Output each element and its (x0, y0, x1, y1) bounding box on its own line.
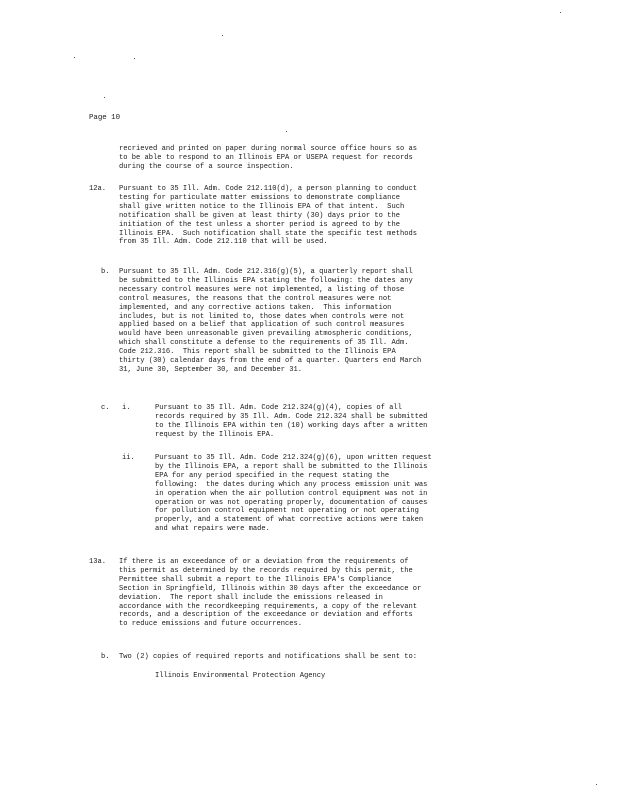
paragraph-line: be submitted to the Illinois EPA stating the following: the dates any (119, 276, 413, 285)
section-13b-marker: b. (101, 653, 110, 661)
paragraph-line: request by the Illinois EPA. (155, 430, 275, 439)
section-13b-paragraph (119, 653, 417, 662)
paragraph-line: deviation. The report shall include the emissions released in (119, 593, 383, 602)
paragraph-line: properly, and a statement of what corrective actions were taken (155, 516, 424, 525)
paragraph-line: applied based on a belief that application of such control measures (119, 321, 405, 330)
scan-speck (74, 57, 75, 58)
section-12c-i-marker: i. (122, 404, 131, 412)
paragraph-line: by the Illinois EPA, a report shall be submitted to the Illinois (155, 462, 428, 471)
paragraph-line: this permit as determined by the records required by this permit, the (119, 566, 413, 575)
paragraph-line: Two (2) copies of required reports and notifications shall be sent to: (119, 653, 417, 661)
paragraph-line: following: the dates during which any process emission unit was (155, 480, 428, 489)
scan-speck (560, 12, 561, 13)
scan-speck (286, 131, 287, 132)
page-number: Page 10 (89, 114, 121, 122)
section-12c-marker: c. (101, 404, 110, 412)
section-13a-paragraph (119, 558, 421, 629)
address-line: Illinois Environmental Protection Agency (155, 672, 326, 680)
paragraph-line: accordance with the recordkeeping requirements, a copy of the relevant (119, 602, 417, 611)
scan-speck (104, 97, 105, 98)
paragraph-line: records, and a description of the exceedance or deviation and efforts (119, 611, 413, 620)
paragraph-line: in operation when the air pollution control equipment was not in (155, 489, 428, 498)
section-12b-marker: b. (101, 268, 110, 276)
paragraph-line: and what repairs were made. (155, 525, 270, 534)
scan-speck (222, 35, 223, 36)
paragraph-line: If there is an exceedance of or a deviation from the requirements of (119, 558, 409, 566)
section-12b-paragraph (119, 268, 421, 375)
section-12a-marker: 12a. (89, 185, 107, 193)
section-12c-ii-paragraph (155, 454, 432, 534)
paragraph-line: for pollution control equipment not operating or not operating (155, 507, 419, 516)
paragraph-line: shall give written notice to the Illinois EPA of that intent. Such (119, 202, 405, 211)
paragraph-line: to the Illinois EPA within ten (10) working days after a written (155, 421, 428, 430)
paragraph-line: Pursuant to 35 Ill. Adm. Code 212.316(g)(5), a quarterly report shall (119, 268, 413, 276)
paragraph-line: necessary control measures were not implemented, a listing of those (119, 285, 405, 294)
scan-speck (134, 58, 135, 59)
paragraph-line: Pursuant to 35 Ill. Adm. Code 212.324(g)(4), copies of all (155, 404, 402, 412)
paragraph-line: during the course of a source inspection. (119, 162, 294, 171)
paragraph-line: Pursuant to 35 Ill. Adm. Code 212.110(d), a person planning to conduct (119, 185, 417, 193)
paragraph-line: includes, but is not limited to, those dates when controls were not (119, 312, 405, 321)
paragraph-line: Pursuant to 35 Ill. Adm. Code 212.324(g)(6), upon written request (155, 454, 432, 462)
paragraph-line: to reduce emissions and future occurrences. (119, 620, 303, 629)
paragraph-line: implemented, and any corrective actions taken. This information (119, 303, 392, 312)
paragraph-line: notification shall be given at least thirty (30) days prior to the (119, 211, 400, 220)
paragraph-line: recrieved and printed on paper during normal source office hours so as (119, 145, 417, 153)
section-12c-i-paragraph (155, 404, 427, 440)
paragraph-line: from 35 Ill. Adm. Code 212.110 that will be used. (119, 238, 328, 247)
paragraph-line: to be able to respond to an Illinois EPA or USEPA request for records (119, 153, 413, 162)
paragraph-line: initiation of the test unless a shorter period is agreed to by the (119, 220, 400, 229)
paragraph-line: operation or was not operating properly, documentation of causes (155, 498, 428, 507)
paragraph-line: thirty (30) calendar days from the end of a quarter. Quarters end March (119, 357, 422, 366)
paragraph-line: would have been unreasonable given prevailing atmospheric conditions, (119, 330, 413, 339)
paragraph-line: which shall constitute a defense to the requirements of 35 Ill. Adm. (119, 339, 409, 348)
continuation-paragraph (119, 145, 417, 172)
paragraph-line: records required by 35 Ill. Adm. Code 212.324 shall be submitted (155, 412, 428, 421)
paragraph-line: Permittee shall submit a report to the Illinois EPA's Compliance (119, 575, 392, 584)
paragraph-line: 31, June 30, September 30, and December 31. (119, 365, 303, 374)
section-12c-ii-marker: ii. (122, 454, 135, 462)
paragraph-line: EPA for any period specified in the request stating the (155, 471, 390, 480)
scan-speck (596, 784, 597, 785)
mailing-address (155, 672, 325, 681)
paragraph-line: Illinois EPA. Such notification shall state the specific test methods (119, 229, 417, 238)
section-13a-marker: 13a. (89, 558, 107, 566)
paragraph-line: testing for particulate matter emissions to demonstrate compliance (119, 193, 400, 202)
paragraph-line: control measures, the reasons that the control measures were not (119, 294, 392, 303)
paragraph-line: Code 212.316. This report shall be submitted to the Illinois EPA (119, 348, 396, 357)
paragraph-line: Section in Springfield, Illinois within 30 days after the exceedance or (119, 584, 422, 593)
section-12a-paragraph (119, 185, 417, 247)
